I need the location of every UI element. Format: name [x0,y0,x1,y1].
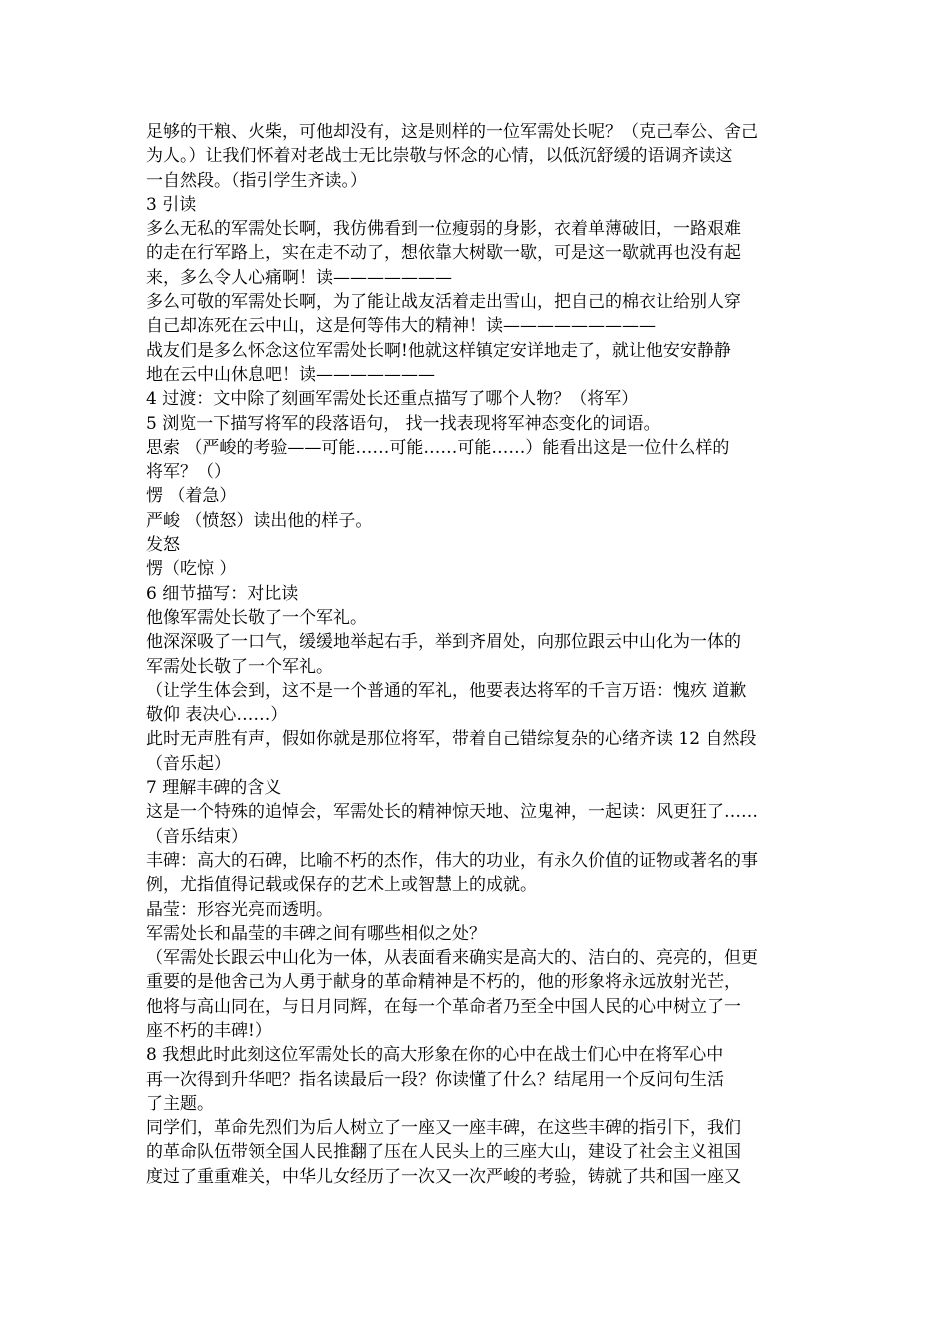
text-line: 发怒 [146,535,180,556]
text-line: （音乐结束） [146,826,248,847]
text-line: 愣 （着急） [146,486,237,507]
text-line: 了主题。 [146,1093,214,1114]
text-line: 他将与高山同在，与日月同辉，在每一个革命者乃至全中国人民的心中树立了一 [146,996,741,1017]
text-line: 他像军需处长敬了一个军礼。 [146,607,367,628]
text-line: 再一次得到升华吧？指名读最后一段？你读懂了什么？结尾用一个反问句生活 [146,1069,724,1090]
text-line: （让学生体会到，这不是一个普通的军礼，他要表达将军的千言万语：愧疚 道歉 [146,680,747,701]
text-line: 此时无声胜有声，假如你就是那位将军，带着自己错综复杂的心绪齐读 12 自然段 [146,729,757,750]
text-line: 自己却冻死在云中山，这是何等伟大的精神！读————————— [146,316,656,337]
text-line: 为人。）让我们怀着对老战士无比崇敬与怀念的心情，以低沉舒缓的语调齐读这 [146,146,733,167]
document-body [146,120,812,1189]
text-line: 7 理解丰碑的含义 [146,778,282,799]
text-line: 军需处长和晶莹的丰碑之间有哪些相似之处？ [146,923,486,944]
text-line: 一自然段。（指引学生齐读。） [146,170,367,191]
text-line: 这是一个特殊的追悼会，军需处长的精神惊天地、泣鬼神，一起读：风更狂了…… [146,802,758,823]
text-line: 地在云中山休息吧！读——————— [146,364,435,385]
text-line: 思索 （严峻的考验——可能……可能……可能……）能看出这是一位什么样的 [146,437,730,458]
text-line: 来，多么令人心痛啊！读——————— [146,267,452,288]
text-line: 战友们是多么怀念这位军需处长啊!他就这样镇定安详地走了，就让他安安静静 [146,340,731,361]
text-line: 愣（吃惊 ） [146,559,237,580]
text-line: 军需处长敬了一个军礼。 [146,656,333,677]
text-line: 的革命队伍带领全国人民推翻了压在人民头上的三座大山，建设了社会主义祖国 [146,1142,741,1163]
text-line: 5 浏览一下描写将军的段落语句， 找一找表现将军神态变化的词语。 [146,413,661,434]
text-line: 将军？（） [146,462,231,483]
text-line: 足够的干粮、火柴，可他却没有，这是则样的一位军需处长呢？（克己奉公、舍己 [146,122,758,142]
text-line: 丰碑：高大的石碑，比喻不朽的杰作，伟大的功业，有永久价值的证物或著名的事 [146,850,758,871]
text-line: 座不朽的丰碑!） [146,1020,272,1041]
text-line: （军需处长跟云中山化为一体，从表面看来确实是高大的、洁白的、亮亮的，但更 [146,948,758,969]
text-line: 多么可敬的军需处长啊，为了能让战友活着走出雪山，把自己的棉衣让给别人穿 [146,292,741,313]
text-line: 同学们，革命先烈们为后人树立了一座又一座丰碑，在这些丰碑的指引下，我们 [146,1118,741,1139]
text-line: 多么无私的军需处长啊，我仿佛看到一位瘦弱的身影，衣着单薄破旧，一路艰难 [146,219,741,240]
text-line: （音乐起） [146,753,231,774]
text-line: 度过了重重难关，中华儿女经历了一次又一次严峻的考验，铸就了共和国一座又 [146,1166,741,1187]
text-line: 重要的是他舍己为人勇于献身的革命精神是不朽的，他的形象将永远放射光芒， [146,972,741,993]
text-line: 晶莹：形容光亮而透明。 [146,899,333,920]
text-line: 6 细节描写：对比读 [146,583,299,604]
text-line: 敬仰 表决心……） [146,705,288,726]
text-line: 4 过渡：文中除了刻画军需处长还重点描写了哪个人物？（将军） [146,389,639,410]
text-line: 严峻 （愤怒）读出他的样子。 [146,510,373,531]
text-line: 例，尤指值得记载或保存的艺术上或智慧上的成就。 [146,875,537,896]
text-line: 的走在行军路上，实在走不动了，想依靠大树歇一歇，可是这一歇就再也没有起 [146,243,741,264]
text-line: 8 我想此时此刻这位军需处长的高大形象在你的心中在战士们心中在将军心中 [146,1045,724,1066]
text-line: 他深深吸了一口气，缓缓地举起右手，举到齐眉处，向那位跟云中山化为一体的 [146,632,741,653]
text-line: 3 引读 [146,194,197,215]
